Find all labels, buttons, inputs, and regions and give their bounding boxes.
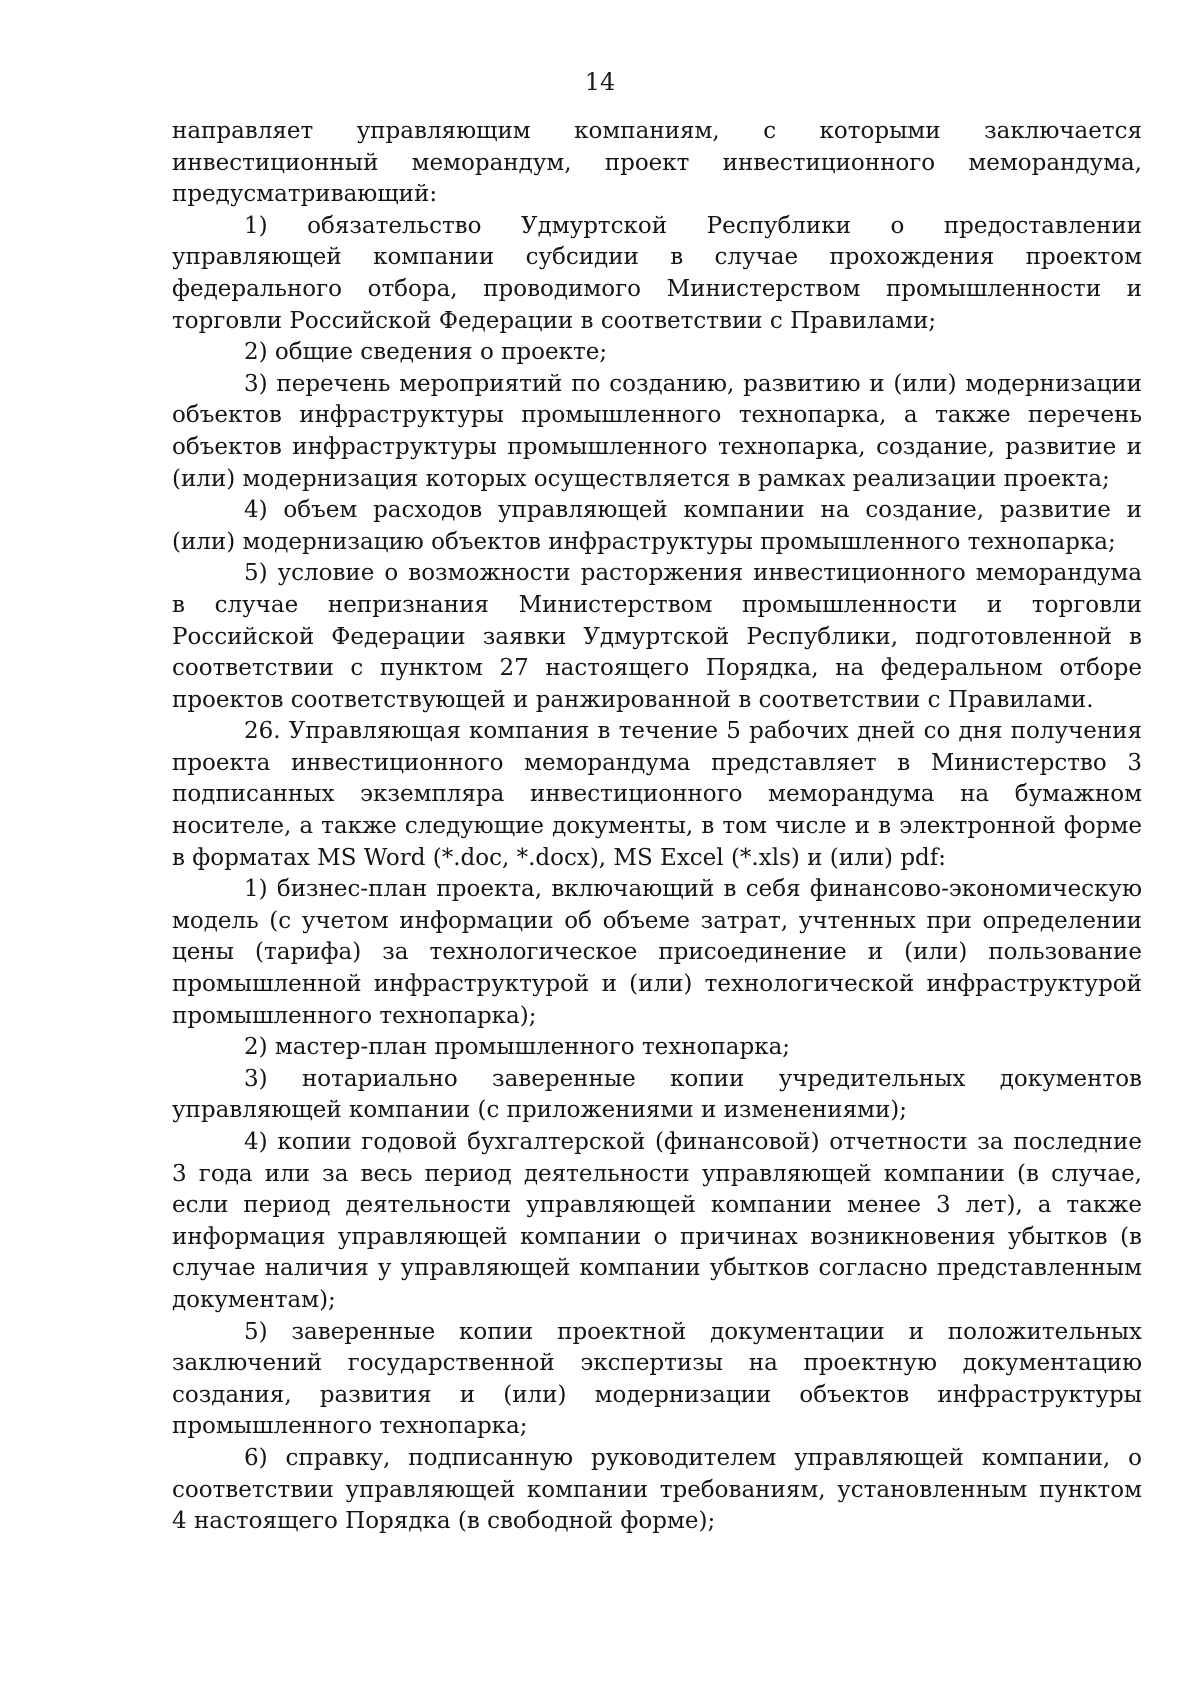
paragraph-intro: направляет управляющим компаниям, с которыми заключается инвестиционный меморандум, проект инвестиционного меморандума, предусматривающий: xyxy=(172,118,1142,208)
paragraph-item-4-expenses: 4) объем расходов управляющей компании на создание, развитие и (или) модернизацию объектов инфраструктуры промышленного технопарка; xyxy=(172,497,1142,555)
paragraph-doc-6-certificate: 6) справку, подписанную руководителем управляющей компании, о соответствии управляющей компании требованиям, установленным пунктом 4 настоящего Порядка (в свободной форме); xyxy=(172,1444,1142,1535)
page-number: 14 xyxy=(584,68,616,96)
paragraph-doc-1-business-plan: 1) бизнес-план проекта, включающий в себя финансово-экономическую модель (с учетом информации об объеме затрат, учтенных при определении цены (тарифа) за технологическое присоединение и (или) пользование промышленной инфраструктурой и (или) технологической инфраструктурой промышленного технопарка); xyxy=(172,876,1142,1029)
paragraph-item-2-general-info: 2) общие сведения о проекте; xyxy=(244,339,608,366)
paragraph-doc-4-financial-statements: 4) копии годовой бухгалтерской (финансовой) отчетности за последние 3 года или за весь период деятельности управляющей компании (в случае, если период деятельности управляющей компании менее 3 лет), а также информация управляющей компании о причинах возникновения убытков (в случае наличия у управляющей компании убытков согласно представленным документам); xyxy=(172,1129,1142,1313)
paragraph-doc-3-founding-docs: 3) нотариально заверенные копии учредительных документов управляющей компании (с приложениями и изменениями); xyxy=(172,1065,1142,1124)
paragraph-clause-26: 26. Управляющая компания в течение 5 рабочих дней со дня получения проекта инвестиционного меморандума представляет в Министерство 3 подписанных экземпляра инвестиционного меморандума на бумажном носителе, а также следующие документы, в том числе и в электронной форме в форматах MS Word (*.doc, *.docx), MS Excel (*.xls) и (или) pdf: xyxy=(172,718,1142,871)
document-body xyxy=(172,116,1142,1538)
paragraph-item-3-measures-list: 3) перечень мероприятий по созданию, развитию и (или) модернизации объектов инфраструктуры промышленного технопарка, а также перечень объектов инфраструктуры промышленного технопарка, создание, развитие и (или) модернизация которых осуществляется в рамках реализации проекта; xyxy=(172,370,1142,492)
paragraph-item-1-obligation: 1) обязательство Удмуртской Республики о предоставлении управляющей компании субсидии в случае прохождения проектом федерального отбора, проводимого Министерством промышленности и торговли Российской Федерации в соответствии с Правилами; xyxy=(172,212,1142,334)
paragraph-item-5-termination: 5) условие о возможности расторжения инвестиционного меморандума в случае непризнания Министерством промышленности и торговли Российской Федерации заявки Удмуртской Республики, подготовленной в соответствии с пунктом 27 настоящего Порядка, на федеральном отборе проектов соответствующей и ранжированной в соответствии с Правилами. xyxy=(172,560,1142,713)
paragraph-doc-5-project-documentation: 5) заверенные копии проектной документации и положительных заключений государственной экспертизы на проектную документацию создания, развития и (или) модернизации объектов инфраструктуры промышленного технопарка; xyxy=(172,1318,1142,1440)
paragraph-doc-2-master-plan: 2) мастер-план промышленного технопарка; xyxy=(244,1034,791,1061)
